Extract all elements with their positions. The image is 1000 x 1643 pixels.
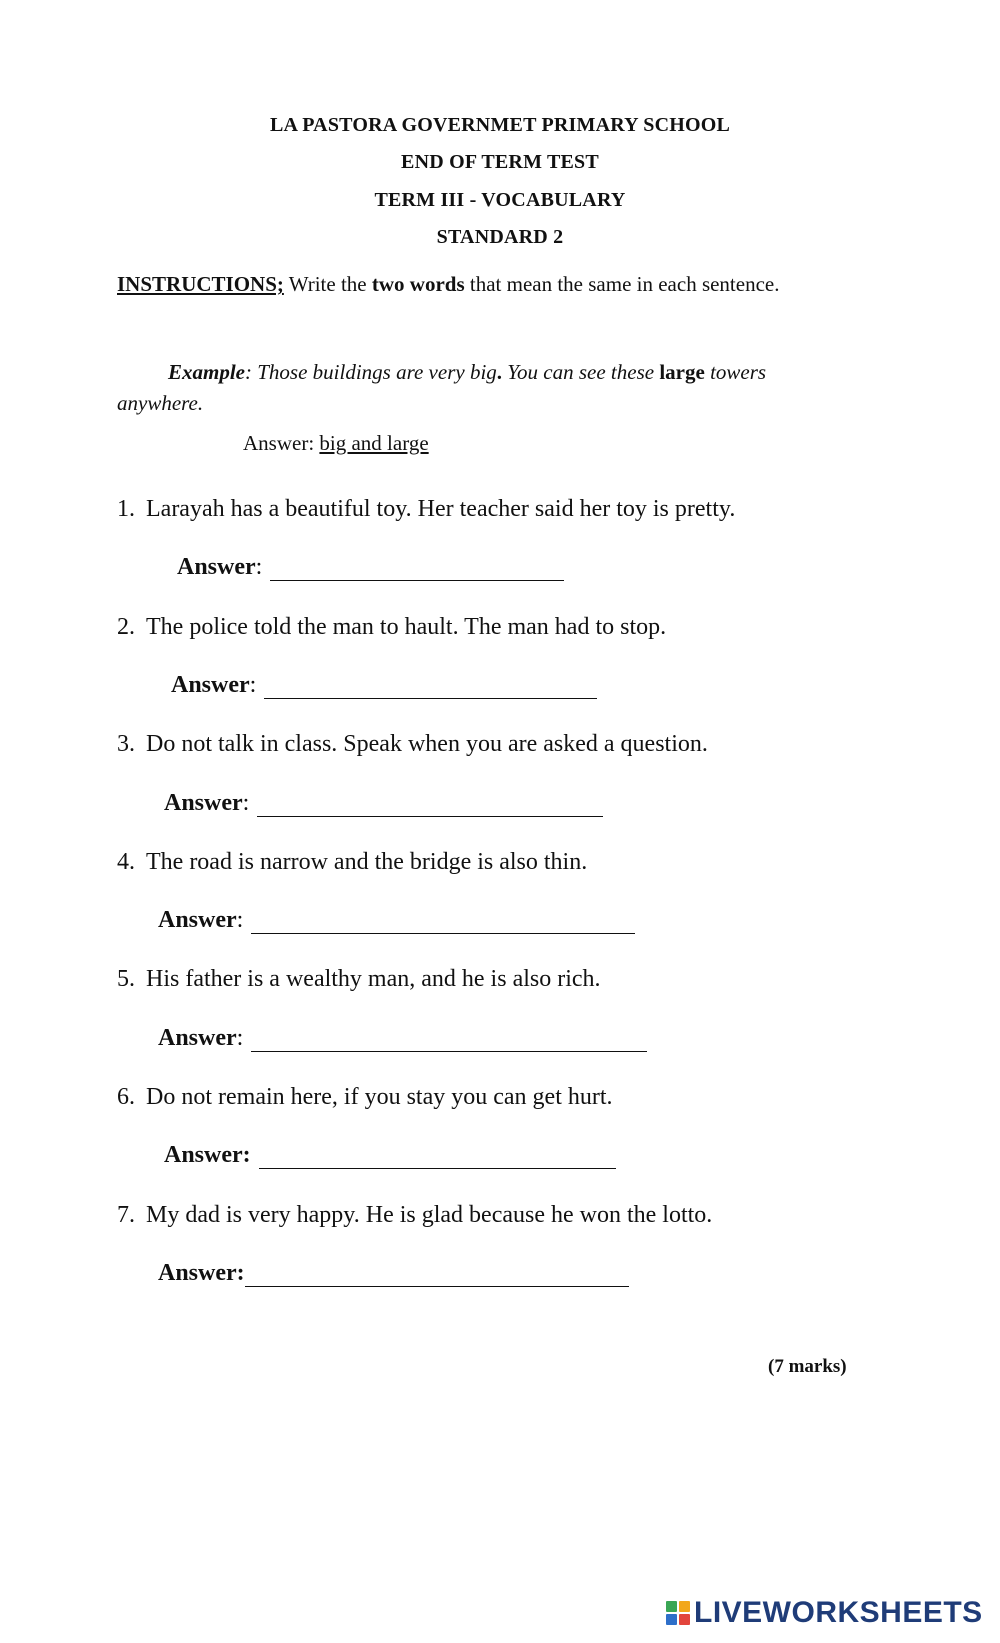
answer-blank-4[interactable]	[251, 915, 635, 934]
example-text-2: You can see these	[502, 360, 660, 384]
question-text: The police told the man to hault. The man had to stop.	[146, 614, 667, 640]
instructions	[117, 272, 779, 297]
question-7	[117, 1202, 712, 1229]
question-number: 3.	[117, 731, 135, 757]
example-answer-label: Answer:	[243, 431, 320, 455]
question-number: 4.	[117, 849, 135, 875]
answer-colon: :	[236, 1025, 244, 1051]
answer-row-2	[171, 672, 597, 699]
question-text: My dad is very happy. He is glad because he won the lotto.	[146, 1202, 713, 1228]
example-text-1: : Those buildings are very big	[245, 360, 497, 384]
instructions-text-end: that mean the same in each sentence.	[464, 272, 780, 296]
answer-row-4	[158, 907, 635, 934]
question-1	[117, 496, 735, 523]
question-3	[117, 731, 708, 758]
answer-row-1	[177, 554, 564, 581]
question-4	[117, 849, 587, 876]
instructions-bold: two words	[371, 272, 465, 296]
example-bold-word: large	[659, 360, 705, 384]
answer-label: Answer	[158, 1025, 237, 1051]
standard-level: STANDARD 2	[436, 226, 564, 248]
answer-blank-6[interactable]	[259, 1150, 616, 1169]
example-label: Example	[168, 360, 245, 384]
answer-colon: :	[236, 907, 244, 933]
answer-blank-5[interactable]	[251, 1033, 647, 1052]
answer-blank-3[interactable]	[257, 798, 603, 817]
question-number: 6.	[117, 1084, 135, 1110]
answer-label: Answer:	[158, 1260, 245, 1286]
liveworksheets-watermark	[665, 1596, 983, 1630]
answer-label: Answer	[171, 672, 250, 698]
answer-row-5	[158, 1025, 647, 1052]
question-text: Larayah has a beautiful toy. Her teacher said her toy is pretty.	[146, 496, 736, 522]
answer-colon: :	[242, 790, 250, 816]
answer-label: Answer	[177, 554, 256, 580]
question-2	[117, 614, 666, 641]
question-5	[117, 966, 601, 993]
question-text: Do not remain here, if you stay you can get hurt.	[146, 1084, 613, 1110]
example-sentence	[117, 357, 837, 419]
term-subject: TERM III - VOCABULARY	[374, 189, 626, 211]
liveworksheets-logo-icon	[665, 1600, 691, 1626]
answer-row-6	[164, 1142, 616, 1169]
answer-row-3	[164, 790, 603, 817]
question-number: 5.	[117, 966, 135, 992]
answer-blank-7[interactable]	[245, 1268, 629, 1287]
total-marks: (7 marks)	[768, 1356, 847, 1377]
example-text-3: towers anywhere.	[117, 360, 767, 415]
answer-label: Answer	[164, 790, 243, 816]
answer-colon: :	[255, 554, 263, 580]
question-number: 7.	[117, 1202, 135, 1228]
test-title: END OF TERM TEST	[401, 151, 599, 173]
answer-blank-2[interactable]	[264, 680, 597, 699]
example-answer-value: big and large	[319, 431, 429, 455]
instructions-text: Write the	[283, 272, 372, 296]
answer-label: Answer:	[164, 1142, 251, 1168]
answer-colon: :	[249, 672, 257, 698]
answer-label: Answer	[158, 907, 237, 933]
example-answer	[243, 431, 429, 456]
instructions-label: INSTRUCTIONS;	[117, 272, 284, 296]
answer-blank-1[interactable]	[270, 562, 564, 581]
question-text: His father is a wealthy man, and he is also rich.	[146, 966, 601, 992]
question-number: 2.	[117, 614, 135, 640]
school-name: LA PASTORA GOVERNMET PRIMARY SCHOOL	[269, 114, 731, 136]
question-text: The road is narrow and the bridge is also thin.	[146, 849, 588, 875]
question-number: 1.	[117, 496, 135, 522]
example-dot: .	[496, 360, 503, 384]
liveworksheets-text: LIVEWORKSHEETS	[694, 1596, 983, 1629]
question-6	[117, 1084, 613, 1111]
answer-row-7	[158, 1260, 629, 1287]
question-text: Do not talk in class. Speak when you are asked a question.	[146, 731, 708, 757]
